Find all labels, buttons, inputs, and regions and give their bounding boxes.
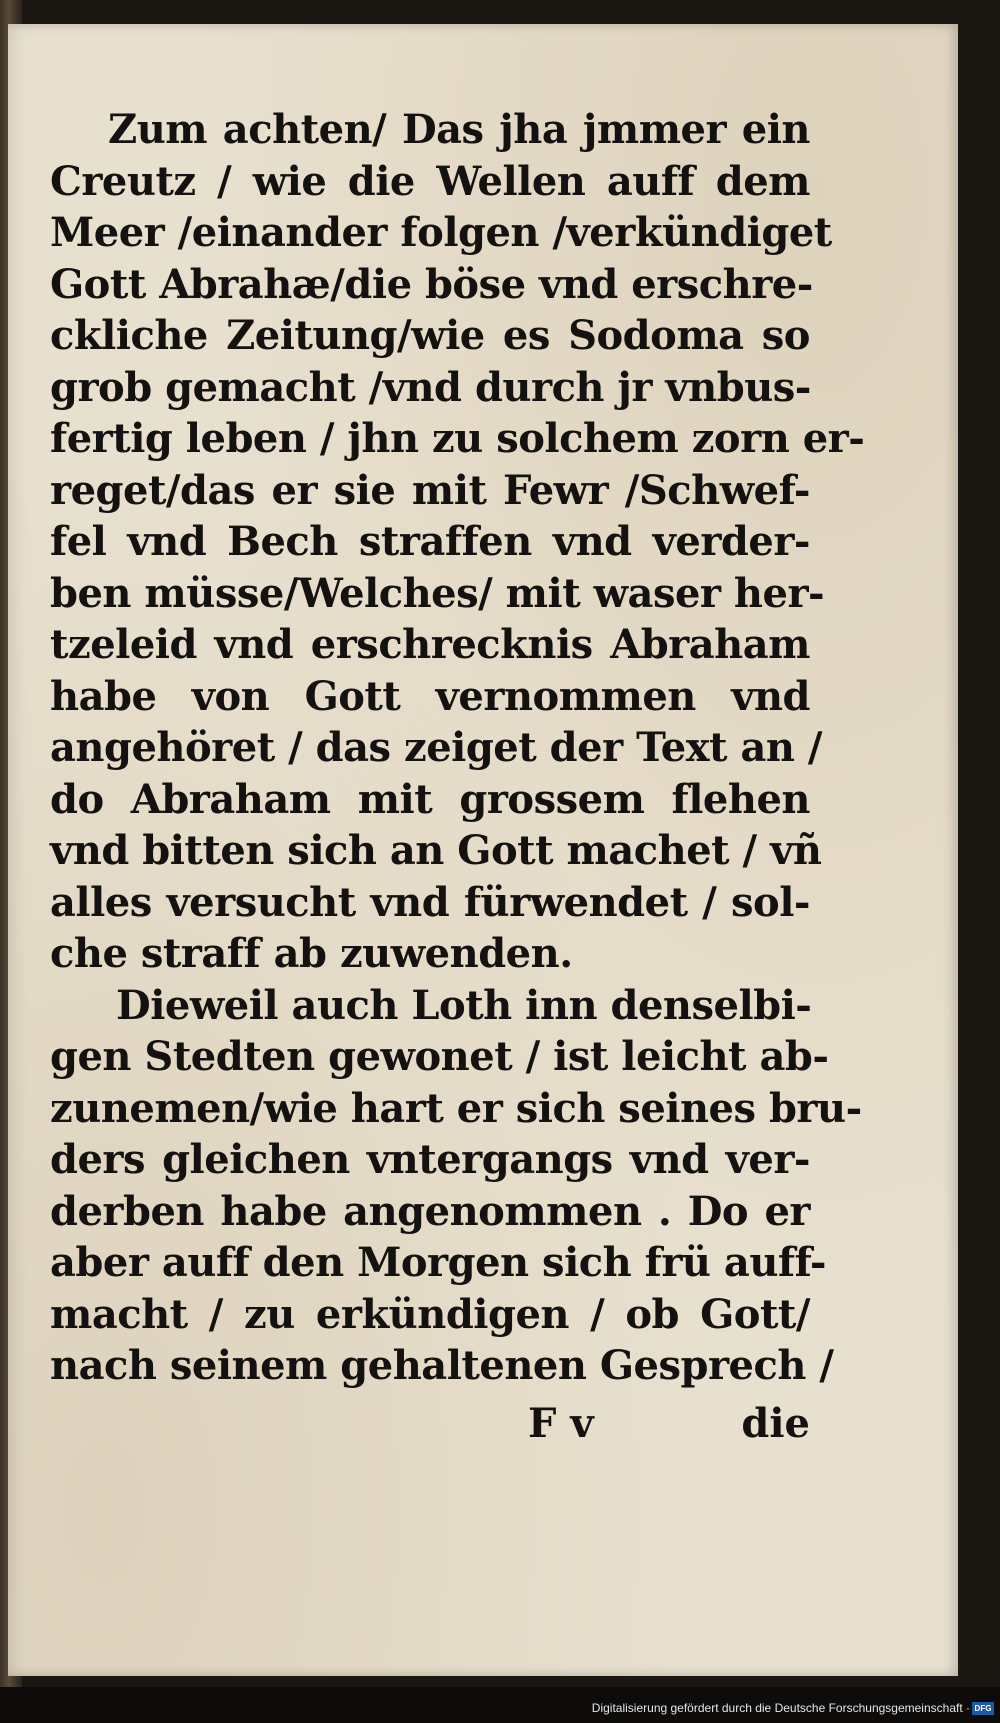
text-line: che straff ab zuwenden. [50, 930, 573, 977]
text-line: angehöret / das zeiget der Text an / [50, 724, 822, 771]
text-line: fertig leben / jhn zu solchem zorn er- [50, 415, 865, 462]
text-line: reget/das er sie mit Fewr /Schwef- [50, 466, 810, 514]
text-line: fel vnd Bech straffen vnd verder- [50, 518, 810, 565]
book-page [8, 24, 958, 1676]
text-line: habe von Gott vernommen vnd [50, 672, 810, 720]
text-line: ben müsse/Welches/ mit waser her- [50, 569, 825, 617]
text-line: Gott Abrahæ/die böse vnd erschre- [50, 260, 813, 308]
main-text-block [50, 104, 865, 1392]
text-line: nach seinem gehaltenen Gesprech / [50, 1342, 834, 1389]
text-line: zunemen/wie hart er sich seines bru- [50, 1084, 862, 1132]
catchword: die [741, 1400, 810, 1447]
text-line: Meer /einander folgen /verkündiget [50, 209, 832, 256]
text-line: Creutz / wie die Wellen auff dem [50, 157, 810, 205]
signature-line [50, 1400, 810, 1452]
dfg-logo-icon: DFG [972, 1702, 994, 1715]
text-line: derben habe angenommen . Do er [50, 1187, 810, 1235]
text-line: Zum achten/ Das jha jmmer ein [108, 106, 810, 153]
text-line: macht / zu erkündigen / ob Gott/ [50, 1290, 810, 1338]
text-line: ders gleichen vntergangs vnd ver- [50, 1136, 810, 1183]
text-line: alles versucht vnd fürwendet / sol- [50, 878, 810, 926]
footer-credit: Digitalisierung gefördert durch die Deutsche Forschungsgemeinschaft · [591, 1701, 970, 1715]
text-line: Dieweil auch Loth inn denselbi- [116, 981, 812, 1029]
text-line: gen Stedten gewonet / ist leicht ab- [50, 1033, 829, 1080]
text-line: ckliche Zeitung/wie es Sodoma so [50, 312, 810, 359]
signature-mark: F v [528, 1400, 594, 1447]
text-line: tzeleid vnd erschrecknis Abraham [50, 621, 810, 668]
footer-bar [0, 1687, 1000, 1723]
text-line: do Abraham mit grossem flehen [50, 775, 810, 823]
text-line: aber auff den Morgen sich frü auff- [50, 1239, 827, 1286]
text-line: grob gemacht /vnd durch jr vnbus- [50, 363, 811, 411]
text-line: vnd bitten sich an Gott machet / vñ [50, 827, 822, 874]
